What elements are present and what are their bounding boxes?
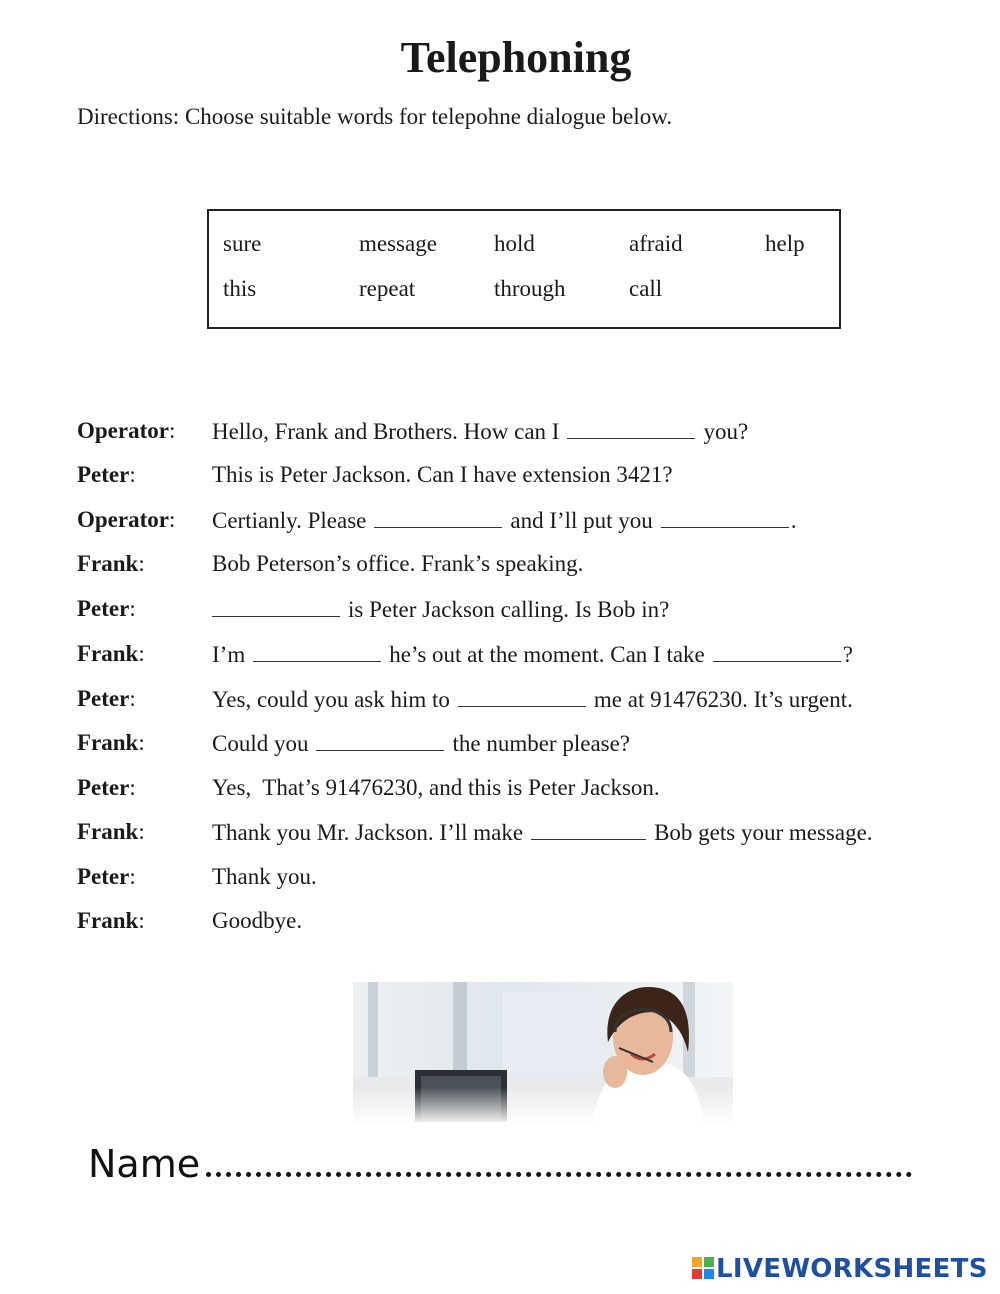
answer-blank[interactable] bbox=[316, 730, 444, 751]
speaker-name: Frank: bbox=[77, 730, 145, 755]
page-title: Telephoning bbox=[400, 33, 632, 82]
liveworksheets-icon bbox=[692, 1257, 714, 1279]
dialogue-line bbox=[77, 641, 977, 673]
dialogue-line bbox=[77, 908, 977, 940]
name-label: Name bbox=[88, 1142, 201, 1186]
dialogue-text: Goodbye. bbox=[212, 908, 303, 933]
speaker-name: Peter: bbox=[77, 462, 136, 487]
dialogue-text: Certianly. Please and I’ll put you . bbox=[212, 508, 797, 533]
directions-text: Directions: Choose suitable words for telepohne dialogue below. bbox=[77, 104, 673, 129]
word-bank-item: sure bbox=[223, 231, 262, 256]
speaker-name: Frank: bbox=[77, 908, 145, 933]
answer-blank[interactable] bbox=[374, 507, 502, 528]
word-bank-item: afraid bbox=[629, 231, 683, 256]
speaker-name: Peter: bbox=[77, 864, 136, 889]
dialogue-line bbox=[77, 775, 977, 807]
word-bank-item: message bbox=[359, 231, 437, 256]
dialogue-text: Yes, That’s 91476230, and this is Peter Jackson. bbox=[212, 775, 660, 800]
dialogue-text: is Peter Jackson calling. Is Bob in? bbox=[212, 596, 669, 623]
dialogue-line bbox=[77, 864, 977, 896]
dialogue-line bbox=[77, 462, 977, 494]
word-bank-item: hold bbox=[494, 231, 535, 256]
word-bank-item: call bbox=[629, 276, 663, 301]
answer-blank[interactable] bbox=[458, 686, 586, 707]
dialogue-text: Hello, Frank and Brothers. How can I you? bbox=[212, 419, 749, 444]
operator-photo bbox=[353, 982, 733, 1122]
dialogue-line bbox=[77, 551, 977, 583]
answer-blank[interactable] bbox=[212, 596, 340, 617]
word-bank-item: this bbox=[223, 276, 257, 301]
dialogue-text: Thank you. bbox=[212, 864, 317, 889]
dialogue-text: I’m he’s out at the moment. Can I take ? bbox=[212, 642, 853, 667]
speaker-name: Frank: bbox=[77, 641, 145, 666]
dialogue-line bbox=[77, 819, 977, 851]
dialogue-line bbox=[77, 418, 977, 450]
dialogue-text: This is Peter Jackson. Can I have extension 3421? bbox=[212, 462, 673, 487]
dialogue-text: Yes, could you ask him to me at 91476230. It’s urgent. bbox=[212, 687, 853, 712]
answer-blank[interactable] bbox=[713, 641, 841, 662]
answer-blank[interactable] bbox=[661, 507, 789, 528]
dialogue-line bbox=[77, 686, 977, 718]
word-bank-item: through bbox=[494, 276, 566, 301]
speaker-name: Operator: bbox=[77, 418, 176, 443]
word-bank-item: repeat bbox=[359, 276, 416, 301]
answer-blank[interactable] bbox=[531, 819, 646, 840]
speaker-name: Frank: bbox=[77, 819, 145, 844]
brand-name: LIVEWORKSHEETS bbox=[716, 1254, 988, 1284]
call-center-image bbox=[353, 982, 733, 1122]
answer-blank[interactable] bbox=[567, 418, 695, 439]
dialogue-line bbox=[77, 730, 977, 762]
speaker-name: Operator: bbox=[77, 507, 176, 532]
dialogue-text: Bob Peterson’s office. Frank’s speaking. bbox=[212, 551, 584, 576]
name-field[interactable] bbox=[88, 1142, 912, 1186]
word-bank bbox=[207, 209, 841, 329]
dialogue-text: Thank you Mr. Jackson. I’ll make Bob gets your message. bbox=[212, 820, 873, 845]
speaker-name: Peter: bbox=[77, 686, 136, 711]
speaker-name: Peter: bbox=[77, 775, 136, 800]
answer-blank[interactable] bbox=[253, 641, 381, 662]
name-dotted-line[interactable] bbox=[206, 1142, 912, 1177]
word-bank-item: help bbox=[765, 231, 805, 256]
dialogue-line bbox=[77, 507, 977, 539]
speaker-name: Peter: bbox=[77, 596, 136, 621]
speaker-name: Frank: bbox=[77, 551, 145, 576]
dialogue-line bbox=[77, 596, 977, 628]
dialogue-text: Could you the number please? bbox=[212, 731, 631, 756]
